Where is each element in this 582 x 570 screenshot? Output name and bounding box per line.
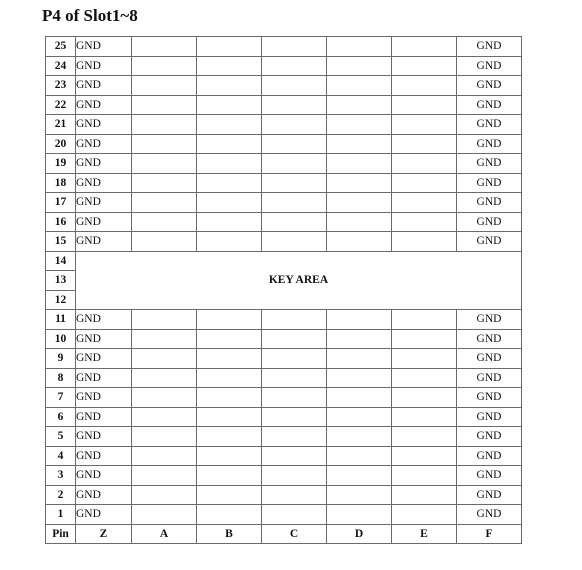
cell-a	[132, 95, 197, 115]
cell-d	[327, 95, 392, 115]
cell-e	[392, 134, 457, 154]
cell-z: GND	[76, 76, 132, 96]
cell-c	[262, 173, 327, 193]
cell-a	[132, 407, 197, 427]
cell-d	[327, 466, 392, 486]
cell-b	[197, 505, 262, 525]
cell-z: GND	[76, 95, 132, 115]
cell-z: GND	[76, 427, 132, 447]
table-row	[46, 329, 522, 349]
cell-e	[392, 388, 457, 408]
cell-b	[197, 76, 262, 96]
cell-e	[392, 115, 457, 135]
cell-a	[132, 232, 197, 252]
cell-d	[327, 115, 392, 135]
column-header-c: C	[262, 524, 327, 544]
cell-a	[132, 76, 197, 96]
cell-a	[132, 193, 197, 213]
cell-a	[132, 212, 197, 232]
table-row	[46, 134, 522, 154]
pin-number: 20	[46, 134, 76, 154]
pin-number: 1	[46, 505, 76, 525]
column-header-row	[46, 524, 522, 544]
cell-c	[262, 505, 327, 525]
table-row	[46, 485, 522, 505]
cell-f: GND	[457, 407, 522, 427]
cell-d	[327, 505, 392, 525]
table-row	[46, 37, 522, 57]
cell-c	[262, 76, 327, 96]
cell-e	[392, 485, 457, 505]
cell-e	[392, 368, 457, 388]
cell-z: GND	[76, 329, 132, 349]
cell-f: GND	[457, 115, 522, 135]
pin-number: 11	[46, 310, 76, 330]
cell-c	[262, 446, 327, 466]
cell-d	[327, 37, 392, 57]
pin-number: 17	[46, 193, 76, 213]
cell-b	[197, 115, 262, 135]
cell-d	[327, 134, 392, 154]
pin-number: 8	[46, 368, 76, 388]
cell-b	[197, 466, 262, 486]
cell-f: GND	[457, 427, 522, 447]
cell-e	[392, 76, 457, 96]
cell-b	[197, 134, 262, 154]
cell-e	[392, 193, 457, 213]
column-header-pin: Pin	[46, 524, 76, 544]
cell-f: GND	[457, 329, 522, 349]
cell-d	[327, 485, 392, 505]
cell-b	[197, 427, 262, 447]
cell-f: GND	[457, 95, 522, 115]
key-area: KEY AREA	[76, 251, 522, 310]
column-header-a: A	[132, 524, 197, 544]
table-row	[46, 56, 522, 76]
cell-z: GND	[76, 466, 132, 486]
pin-number: 2	[46, 485, 76, 505]
cell-f: GND	[457, 368, 522, 388]
page-title: P4 of Slot1~8	[42, 6, 138, 25]
table-row	[46, 232, 522, 252]
cell-f: GND	[457, 37, 522, 57]
cell-c	[262, 388, 327, 408]
cell-a	[132, 368, 197, 388]
cell-z: GND	[76, 115, 132, 135]
cell-c	[262, 37, 327, 57]
cell-b	[197, 310, 262, 330]
pin-number: 22	[46, 95, 76, 115]
cell-c	[262, 95, 327, 115]
cell-b	[197, 56, 262, 76]
cell-c	[262, 466, 327, 486]
column-header-d: D	[327, 524, 392, 544]
cell-d	[327, 427, 392, 447]
pin-number: 5	[46, 427, 76, 447]
pin-number: 4	[46, 446, 76, 466]
cell-b	[197, 173, 262, 193]
cell-z: GND	[76, 212, 132, 232]
cell-b	[197, 95, 262, 115]
cell-f: GND	[457, 173, 522, 193]
table-row	[46, 212, 522, 232]
cell-a	[132, 427, 197, 447]
cell-d	[327, 407, 392, 427]
cell-f: GND	[457, 349, 522, 369]
pin-number: 25	[46, 37, 76, 57]
cell-z: GND	[76, 134, 132, 154]
pin-number: 23	[46, 76, 76, 96]
table-row	[46, 505, 522, 525]
cell-z: GND	[76, 407, 132, 427]
table-row	[46, 349, 522, 369]
cell-e	[392, 154, 457, 174]
table-row	[46, 173, 522, 193]
table-row	[46, 446, 522, 466]
cell-a	[132, 349, 197, 369]
cell-z: GND	[76, 368, 132, 388]
cell-a	[132, 134, 197, 154]
table-row	[46, 310, 522, 330]
pin-number: 18	[46, 173, 76, 193]
cell-c	[262, 368, 327, 388]
cell-z: GND	[76, 193, 132, 213]
pin-table-body	[46, 37, 522, 544]
cell-e	[392, 466, 457, 486]
cell-b	[197, 232, 262, 252]
cell-a	[132, 329, 197, 349]
cell-b	[197, 485, 262, 505]
cell-e	[392, 446, 457, 466]
pin-table	[45, 36, 522, 544]
cell-d	[327, 193, 392, 213]
table-row	[46, 193, 522, 213]
column-header-b: B	[197, 524, 262, 544]
table-row	[46, 466, 522, 486]
cell-e	[392, 56, 457, 76]
cell-a	[132, 485, 197, 505]
cell-a	[132, 466, 197, 486]
cell-f: GND	[457, 212, 522, 232]
cell-a	[132, 56, 197, 76]
cell-b	[197, 37, 262, 57]
cell-z: GND	[76, 349, 132, 369]
cell-z: GND	[76, 154, 132, 174]
pin-number: 10	[46, 329, 76, 349]
cell-a	[132, 505, 197, 525]
cell-c	[262, 154, 327, 174]
cell-b	[197, 193, 262, 213]
cell-c	[262, 349, 327, 369]
pin-number: 9	[46, 349, 76, 369]
table-row	[46, 368, 522, 388]
cell-a	[132, 173, 197, 193]
cell-a	[132, 310, 197, 330]
cell-f: GND	[457, 193, 522, 213]
cell-f: GND	[457, 310, 522, 330]
pin-number: 13	[46, 271, 76, 291]
key-row	[46, 251, 522, 271]
cell-z: GND	[76, 37, 132, 57]
cell-d	[327, 76, 392, 96]
cell-c	[262, 115, 327, 135]
cell-d	[327, 329, 392, 349]
cell-f: GND	[457, 56, 522, 76]
cell-b	[197, 349, 262, 369]
pin-number: 3	[46, 466, 76, 486]
cell-b	[197, 212, 262, 232]
cell-e	[392, 427, 457, 447]
pin-number: 14	[46, 251, 76, 271]
column-header-z: Z	[76, 524, 132, 544]
table-row	[46, 115, 522, 135]
cell-f: GND	[457, 485, 522, 505]
cell-d	[327, 212, 392, 232]
cell-d	[327, 56, 392, 76]
pin-number: 21	[46, 115, 76, 135]
cell-e	[392, 173, 457, 193]
cell-f: GND	[457, 134, 522, 154]
cell-d	[327, 154, 392, 174]
table-row	[46, 407, 522, 427]
cell-c	[262, 56, 327, 76]
cell-b	[197, 388, 262, 408]
pin-number: 19	[46, 154, 76, 174]
cell-d	[327, 232, 392, 252]
column-header-e: E	[392, 524, 457, 544]
cell-b	[197, 407, 262, 427]
cell-z: GND	[76, 388, 132, 408]
cell-d	[327, 446, 392, 466]
cell-e	[392, 349, 457, 369]
column-header-f: F	[457, 524, 522, 544]
cell-e	[392, 212, 457, 232]
cell-b	[197, 368, 262, 388]
cell-e	[392, 310, 457, 330]
cell-f: GND	[457, 505, 522, 525]
cell-e	[392, 95, 457, 115]
cell-c	[262, 310, 327, 330]
cell-d	[327, 349, 392, 369]
cell-c	[262, 134, 327, 154]
cell-c	[262, 193, 327, 213]
table-row	[46, 154, 522, 174]
cell-c	[262, 232, 327, 252]
cell-a	[132, 388, 197, 408]
cell-d	[327, 388, 392, 408]
pin-number: 12	[46, 290, 76, 310]
cell-z: GND	[76, 232, 132, 252]
cell-f: GND	[457, 466, 522, 486]
table-row	[46, 95, 522, 115]
table-row	[46, 427, 522, 447]
cell-c	[262, 485, 327, 505]
cell-c	[262, 212, 327, 232]
cell-e	[392, 505, 457, 525]
pin-number: 6	[46, 407, 76, 427]
cell-z: GND	[76, 56, 132, 76]
cell-z: GND	[76, 505, 132, 525]
cell-e	[392, 37, 457, 57]
table-row	[46, 388, 522, 408]
cell-c	[262, 329, 327, 349]
cell-d	[327, 368, 392, 388]
pin-number: 15	[46, 232, 76, 252]
table-row	[46, 76, 522, 96]
pin-number: 24	[46, 56, 76, 76]
cell-b	[197, 446, 262, 466]
cell-f: GND	[457, 76, 522, 96]
cell-z: GND	[76, 446, 132, 466]
cell-z: GND	[76, 310, 132, 330]
cell-c	[262, 407, 327, 427]
cell-d	[327, 310, 392, 330]
cell-z: GND	[76, 173, 132, 193]
cell-b	[197, 154, 262, 174]
cell-f: GND	[457, 388, 522, 408]
pin-number: 16	[46, 212, 76, 232]
cell-d	[327, 173, 392, 193]
cell-b	[197, 329, 262, 349]
pin-number: 7	[46, 388, 76, 408]
cell-a	[132, 37, 197, 57]
cell-e	[392, 329, 457, 349]
cell-a	[132, 154, 197, 174]
cell-z: GND	[76, 485, 132, 505]
cell-a	[132, 446, 197, 466]
cell-e	[392, 232, 457, 252]
cell-f: GND	[457, 154, 522, 174]
cell-a	[132, 115, 197, 135]
cell-f: GND	[457, 446, 522, 466]
cell-f: GND	[457, 232, 522, 252]
cell-e	[392, 407, 457, 427]
cell-c	[262, 427, 327, 447]
